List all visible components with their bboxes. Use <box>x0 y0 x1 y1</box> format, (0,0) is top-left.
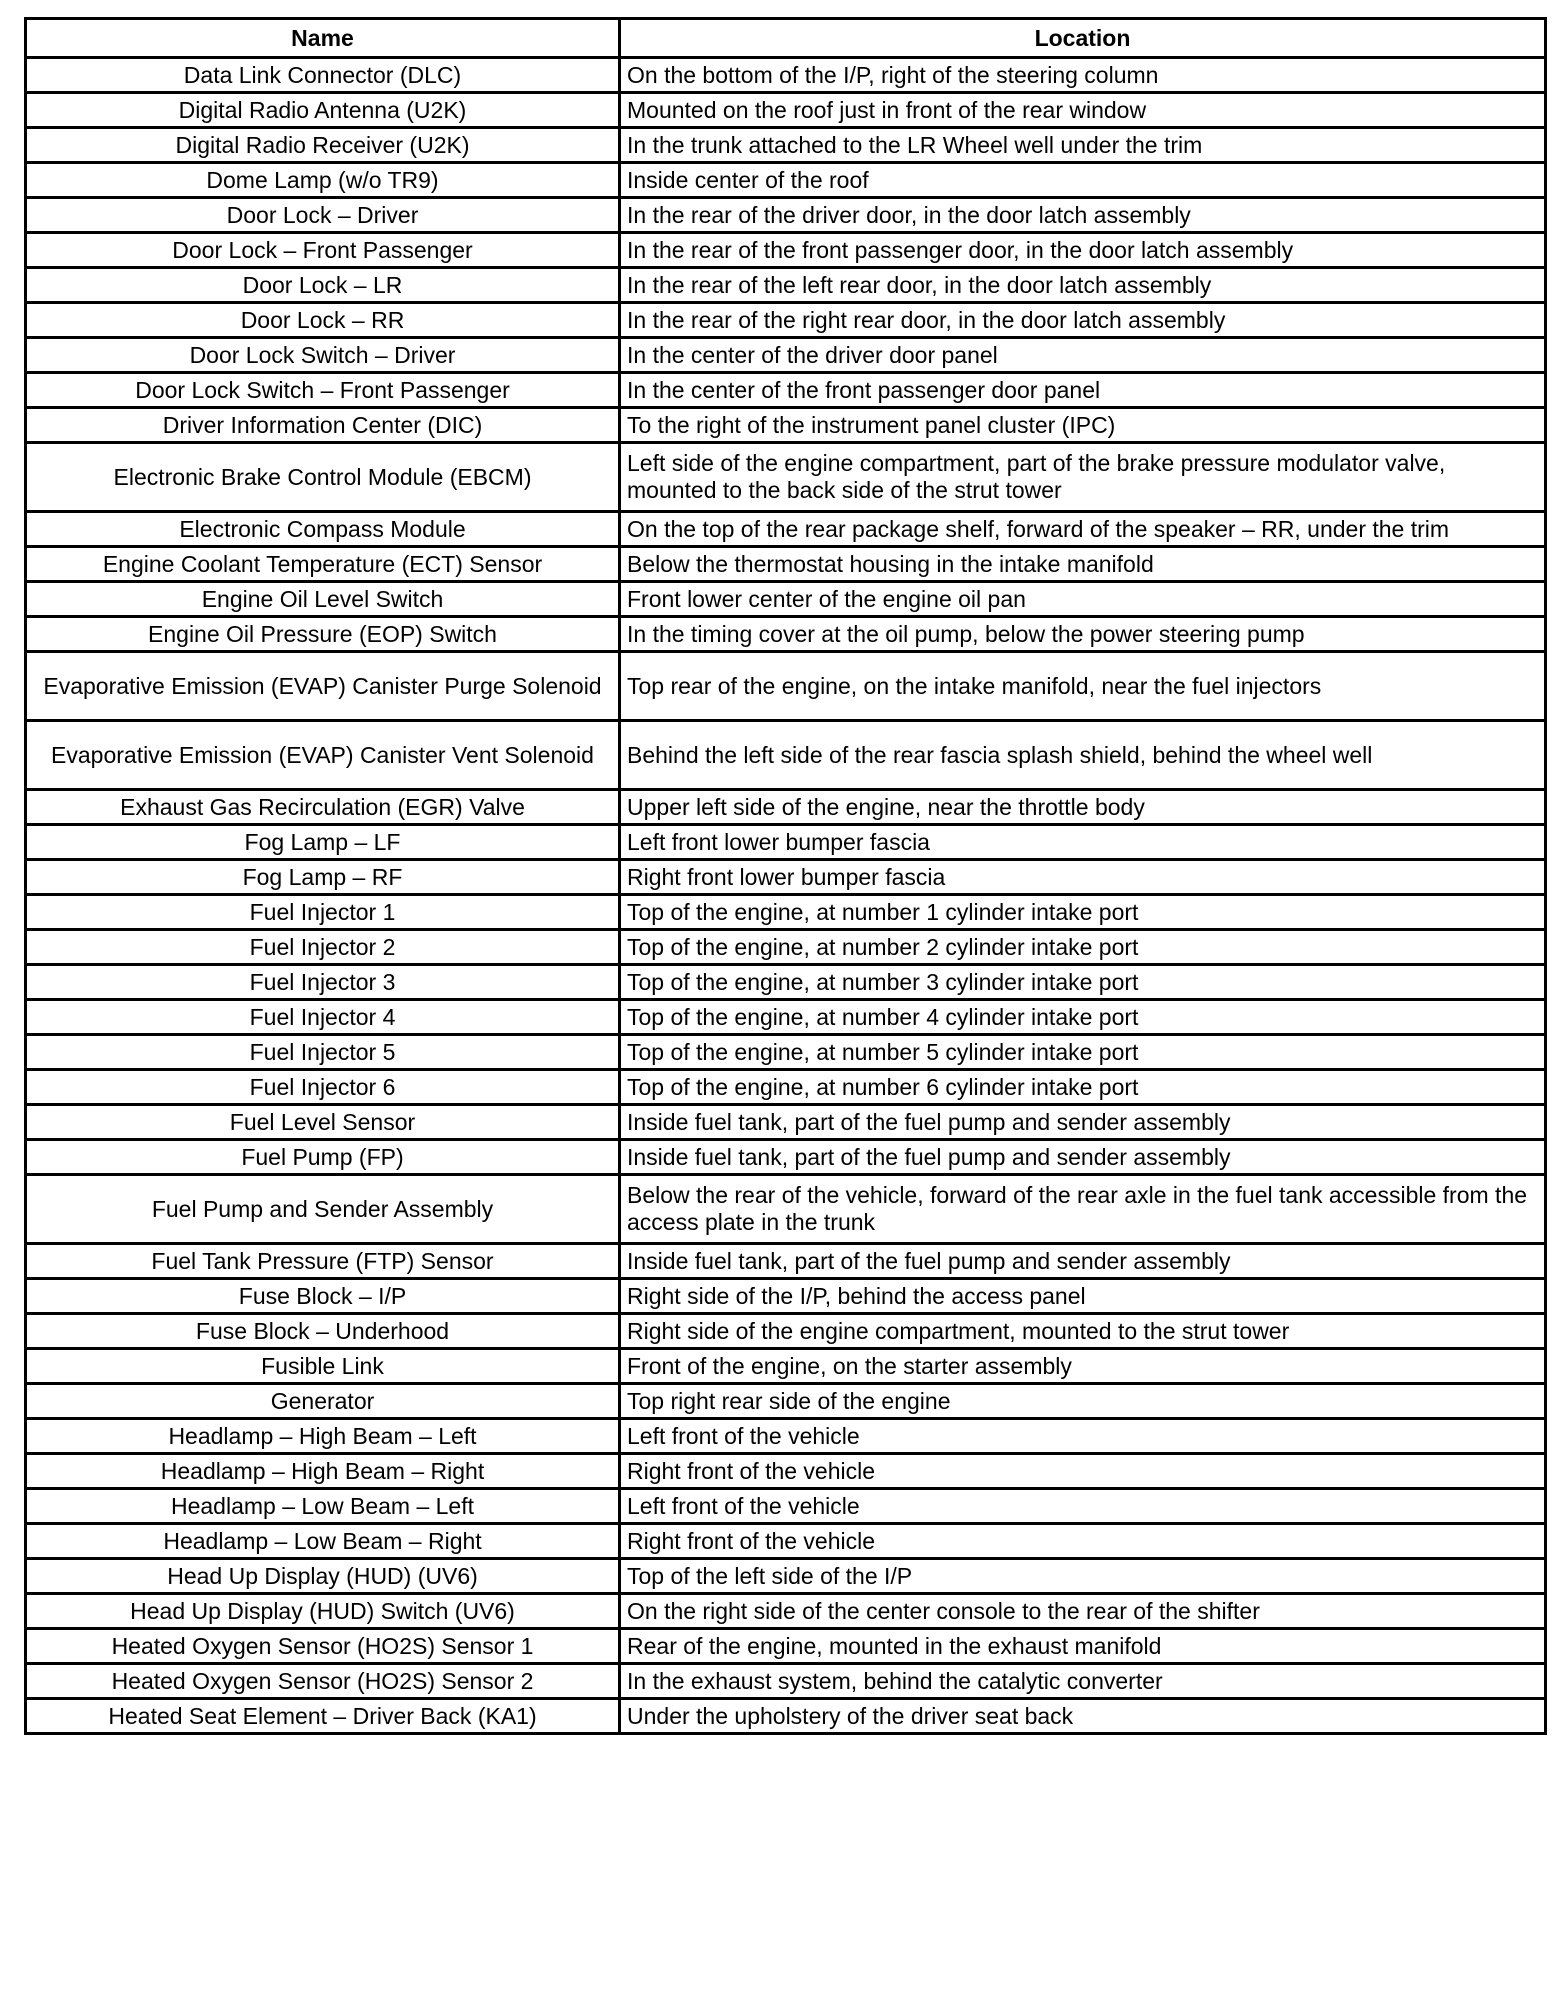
table-row <box>26 1699 1546 1734</box>
component-name-cell: Engine Oil Pressure (EOP) Switch <box>26 617 620 652</box>
component-location-cell: In the center of the front passenger door panel <box>620 373 1546 408</box>
component-name-cell: Door Lock Switch – Front Passenger <box>26 373 620 408</box>
component-name-cell: Head Up Display (HUD) (UV6) <box>26 1559 620 1594</box>
table-row <box>26 512 1546 547</box>
table-row <box>26 1664 1546 1699</box>
component-location-cell: Inside fuel tank, part of the fuel pump and sender assembly <box>620 1244 1546 1279</box>
component-name-cell: Fuel Injector 1 <box>26 895 620 930</box>
component-location-table <box>24 17 1547 1735</box>
component-location-cell: Inside fuel tank, part of the fuel pump and sender assembly <box>620 1140 1546 1175</box>
component-name-cell: Digital Radio Antenna (U2K) <box>26 93 620 128</box>
table-row <box>26 582 1546 617</box>
table-row <box>26 547 1546 582</box>
component-name-cell: Fog Lamp – RF <box>26 860 620 895</box>
table-row <box>26 1559 1546 1594</box>
table-row <box>26 790 1546 825</box>
component-name-cell: Fuel Tank Pressure (FTP) Sensor <box>26 1244 620 1279</box>
component-location-cell: Left front lower bumper fascia <box>620 825 1546 860</box>
component-location-cell: In the trunk attached to the LR Wheel well under the trim <box>620 128 1546 163</box>
component-location-cell: Upper left side of the engine, near the throttle body <box>620 790 1546 825</box>
table-row <box>26 1454 1546 1489</box>
component-location-cell: Below the thermostat housing in the intake manifold <box>620 547 1546 582</box>
table-row <box>26 860 1546 895</box>
component-location-cell: Top of the engine, at number 4 cylinder intake port <box>620 1000 1546 1035</box>
table-row <box>26 233 1546 268</box>
component-location-cell: Below the rear of the vehicle, forward of the rear axle in the fuel tank accessible from the access plate in the trunk <box>620 1175 1546 1244</box>
table-row <box>26 1629 1546 1664</box>
table-row <box>26 1384 1546 1419</box>
component-name-cell: Fuel Injector 6 <box>26 1070 620 1105</box>
component-name-cell: Heated Oxygen Sensor (HO2S) Sensor 1 <box>26 1629 620 1664</box>
component-location-cell: To the right of the instrument panel cluster (IPC) <box>620 408 1546 443</box>
component-name-cell: Fuel Injector 5 <box>26 1035 620 1070</box>
component-name-cell: Driver Information Center (DIC) <box>26 408 620 443</box>
table-row <box>26 1140 1546 1175</box>
component-location-cell: Inside fuel tank, part of the fuel pump and sender assembly <box>620 1105 1546 1140</box>
table-row <box>26 163 1546 198</box>
component-name-cell: Door Lock Switch – Driver <box>26 338 620 373</box>
component-location-cell: On the bottom of the I/P, right of the steering column <box>620 58 1546 93</box>
component-name-cell: Fusible Link <box>26 1349 620 1384</box>
table-row <box>26 1070 1546 1105</box>
component-name-cell: Electronic Brake Control Module (EBCM) <box>26 443 620 512</box>
table-row <box>26 1175 1546 1244</box>
column-header-name: Name <box>26 19 620 58</box>
table-row <box>26 1489 1546 1524</box>
component-location-cell: Top right rear side of the engine <box>620 1384 1546 1419</box>
table-row <box>26 1244 1546 1279</box>
table-row <box>26 895 1546 930</box>
column-header-location: Location <box>620 19 1546 58</box>
table-row <box>26 373 1546 408</box>
component-location-cell: Right front of the vehicle <box>620 1454 1546 1489</box>
component-location-cell: Top of the engine, at number 5 cylinder intake port <box>620 1035 1546 1070</box>
table-row <box>26 617 1546 652</box>
component-location-cell: In the timing cover at the oil pump, below the power steering pump <box>620 617 1546 652</box>
table-row <box>26 1314 1546 1349</box>
component-location-cell: In the rear of the driver door, in the door latch assembly <box>620 198 1546 233</box>
component-name-cell: Fuel Injector 3 <box>26 965 620 1000</box>
component-location-cell: On the right side of the center console to the rear of the shifter <box>620 1594 1546 1629</box>
component-name-cell: Door Lock – Driver <box>26 198 620 233</box>
table-row <box>26 1419 1546 1454</box>
component-name-cell: Generator <box>26 1384 620 1419</box>
table-row <box>26 128 1546 163</box>
component-name-cell: Fuel Injector 2 <box>26 930 620 965</box>
component-location-cell: Front lower center of the engine oil pan <box>620 582 1546 617</box>
component-name-cell: Headlamp – High Beam – Left <box>26 1419 620 1454</box>
component-name-cell: Electronic Compass Module <box>26 512 620 547</box>
table-row <box>26 1035 1546 1070</box>
component-location-cell: In the rear of the left rear door, in the door latch assembly <box>620 268 1546 303</box>
component-location-cell: Top of the engine, at number 2 cylinder intake port <box>620 930 1546 965</box>
component-location-cell: Front of the engine, on the starter assembly <box>620 1349 1546 1384</box>
header-row <box>26 19 1546 58</box>
component-name-cell: Fuel Pump (FP) <box>26 1140 620 1175</box>
table-row <box>26 930 1546 965</box>
component-name-cell: Headlamp – Low Beam – Right <box>26 1524 620 1559</box>
component-name-cell: Engine Oil Level Switch <box>26 582 620 617</box>
component-location-cell: Right side of the engine compartment, mounted to the strut tower <box>620 1314 1546 1349</box>
component-location-cell: Top of the engine, at number 3 cylinder intake port <box>620 965 1546 1000</box>
component-location-cell: On the top of the rear package shelf, forward of the speaker – RR, under the trim <box>620 512 1546 547</box>
component-name-cell: Fuel Level Sensor <box>26 1105 620 1140</box>
table-row <box>26 965 1546 1000</box>
component-name-cell: Head Up Display (HUD) Switch (UV6) <box>26 1594 620 1629</box>
component-location-cell: Left side of the engine compartment, part of the brake pressure modulator valve, mounted to the back side of the strut tower <box>620 443 1546 512</box>
component-name-cell: Heated Oxygen Sensor (HO2S) Sensor 2 <box>26 1664 620 1699</box>
component-location-cell: In the rear of the front passenger door, in the door latch assembly <box>620 233 1546 268</box>
table-row <box>26 825 1546 860</box>
component-name-cell: Dome Lamp (w/o TR9) <box>26 163 620 198</box>
component-name-cell: Fog Lamp – LF <box>26 825 620 860</box>
component-name-cell: Headlamp – Low Beam – Left <box>26 1489 620 1524</box>
table-row <box>26 1279 1546 1314</box>
component-location-cell: Left front of the vehicle <box>620 1489 1546 1524</box>
table-row <box>26 1594 1546 1629</box>
component-location-cell: Top of the engine, at number 1 cylinder intake port <box>620 895 1546 930</box>
component-location-cell: Right front lower bumper fascia <box>620 860 1546 895</box>
component-name-cell: Exhaust Gas Recirculation (EGR) Valve <box>26 790 620 825</box>
component-location-cell: Rear of the engine, mounted in the exhaust manifold <box>620 1629 1546 1664</box>
component-name-cell: Engine Coolant Temperature (ECT) Sensor <box>26 547 620 582</box>
component-location-cell: Under the upholstery of the driver seat back <box>620 1699 1546 1734</box>
table-row <box>26 1000 1546 1035</box>
component-location-cell: Top of the engine, at number 6 cylinder intake port <box>620 1070 1546 1105</box>
component-name-cell: Digital Radio Receiver (U2K) <box>26 128 620 163</box>
component-name-cell: Fuel Injector 4 <box>26 1000 620 1035</box>
component-location-cell: Behind the left side of the rear fascia splash shield, behind the wheel well <box>620 721 1546 790</box>
component-name-cell: Door Lock – RR <box>26 303 620 338</box>
component-name-cell: Door Lock – Front Passenger <box>26 233 620 268</box>
component-location-cell: In the center of the driver door panel <box>620 338 1546 373</box>
table-row <box>26 1349 1546 1384</box>
component-name-cell: Door Lock – LR <box>26 268 620 303</box>
component-location-cell: Top rear of the engine, on the intake manifold, near the fuel injectors <box>620 652 1546 721</box>
table-row <box>26 443 1546 512</box>
table-row <box>26 338 1546 373</box>
table-row <box>26 721 1546 790</box>
component-name-cell: Evaporative Emission (EVAP) Canister Vent Solenoid <box>26 721 620 790</box>
component-location-cell: Inside center of the roof <box>620 163 1546 198</box>
component-location-cell: In the exhaust system, behind the catalytic converter <box>620 1664 1546 1699</box>
component-location-cell: In the rear of the right rear door, in the door latch assembly <box>620 303 1546 338</box>
table-row <box>26 58 1546 93</box>
component-location-cell: Right front of the vehicle <box>620 1524 1546 1559</box>
table-row <box>26 303 1546 338</box>
table-row <box>26 93 1546 128</box>
table-row <box>26 408 1546 443</box>
table-row <box>26 198 1546 233</box>
component-location-cell: Mounted on the roof just in front of the rear window <box>620 93 1546 128</box>
component-location-cell: Left front of the vehicle <box>620 1419 1546 1454</box>
component-name-cell: Heated Seat Element – Driver Back (KA1) <box>26 1699 620 1734</box>
component-location-cell: Right side of the I/P, behind the access panel <box>620 1279 1546 1314</box>
component-name-cell: Data Link Connector (DLC) <box>26 58 620 93</box>
component-location-cell: Top of the left side of the I/P <box>620 1559 1546 1594</box>
component-name-cell: Fuel Pump and Sender Assembly <box>26 1175 620 1244</box>
table-row <box>26 268 1546 303</box>
table-row <box>26 1105 1546 1140</box>
table-row <box>26 1524 1546 1559</box>
component-name-cell: Headlamp – High Beam – Right <box>26 1454 620 1489</box>
component-name-cell: Evaporative Emission (EVAP) Canister Purge Solenoid <box>26 652 620 721</box>
component-name-cell: Fuse Block – Underhood <box>26 1314 620 1349</box>
component-name-cell: Fuse Block – I/P <box>26 1279 620 1314</box>
table-row <box>26 652 1546 721</box>
